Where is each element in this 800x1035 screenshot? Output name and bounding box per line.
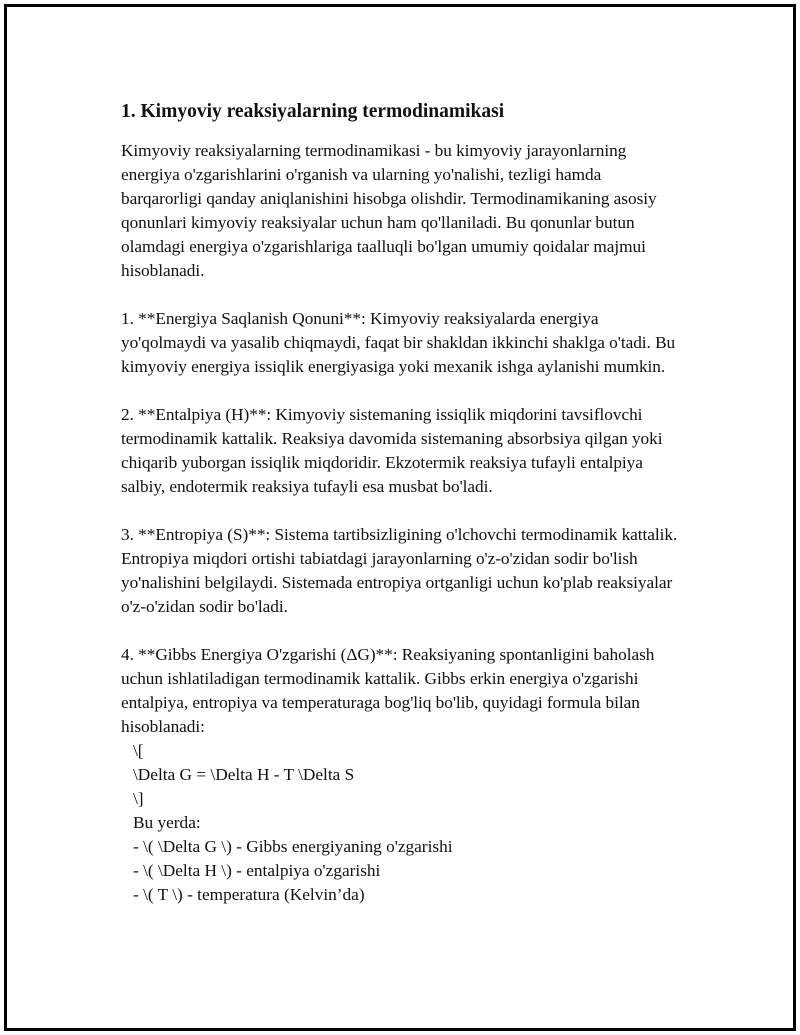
formula-definition-temperature: - \( T \) - temperatura (Kelvin’da)	[133, 885, 365, 904]
list-item-enthalpy: 2. **Entalpiya (H)**: Kimyoviy sistemaning issiqlik miqdorini tavsiflovchi termodinamik kattalik. Reaksiya davomida sistemaning absorbsiya qilgan yoki chiqarib yuborgan issiqlik miqdoridir. Ekzotermik reaksiya tufayli entalpiya salbiy, endotermik reaksiya tufayli esa musbat bo'ladi.	[121, 405, 663, 496]
list-item-energy-conservation: 1. **Energiya Saqlanish Qonuni**: Kimyoviy reaksiyalarda energiya yo'qolmaydi va yasalib chiqmaydi, faqat bir shakldan ikkinchi shaklga o'tadi. Bu kimyoviy energiya issiqlik energiyasiga yoki mexanik ishga aylanishi mumkin.	[121, 309, 676, 376]
document-content	[121, 99, 681, 907]
paragraph-spacer	[121, 499, 681, 523]
formula-definition-delta-g: - \( \Delta G \) - Gibbs energiyaning o'zgarishi	[133, 837, 453, 856]
paragraph-spacer	[121, 619, 681, 643]
list-item-entropy: 3. **Entropiya (S)**: Sistema tartibsizligining o'lchovchi termodinamik kattalik. Entropiya miqdori ortishi tabiatdagi jarayonlarning o'z-o'zidan sodir bo'lish yo'nalishini belgilaydi. Sistemada entropiya ortganligi uchun ko'plab reaksiyalar o'z-o'zidan sodir bo'ladi.	[121, 525, 678, 616]
formula-close-delimiter: \]	[133, 789, 144, 808]
section-heading: 1. Kimyoviy reaksiyalarning termodinamikasi	[121, 101, 505, 122]
page-frame	[4, 4, 796, 1031]
paragraph-spacer	[121, 379, 681, 403]
intro-paragraph: Kimyoviy reaksiyalarning termodinamikasi - bu kimyoviy jarayonlarning energiya o'zgarishlarini o'rganish va ularning yo'nalishi, tezligi hamda barqarorligi qanday aniqlanishini hisobga olishdir. Termodinamikaning asosiy qonunlari kimyoviy reaksiyalar uchun ham qo'llaniladi. Bu qonunlar butun olamdagi energiya o'zgarishlariga taalluqli bo'lgan umumiy qoidalar majmui hisoblanadi.	[121, 141, 657, 280]
formula-expression: \Delta G = \Delta H - T \Delta S	[133, 765, 355, 784]
formula-where-label: Bu yerda:	[133, 813, 201, 832]
paragraph-spacer	[121, 283, 681, 307]
formula-definition-delta-h: - \( \Delta H \) - entalpiya o'zgarishi	[133, 861, 381, 880]
formula-block	[121, 739, 681, 907]
formula-open-delimiter: \[	[133, 741, 144, 760]
list-item-gibbs: 4. **Gibbs Energiya O'zgarishi (ΔG)**: Reaksiyaning spontanligini baholash uchun ishlatiladigan termodinamik kattalik. Gibbs erkin energiya o'zgarishi entalpiya, entropiya va temperaturaga bog'liq bo'lib, quyidagi formula bilan hisoblanadi:	[121, 645, 655, 736]
